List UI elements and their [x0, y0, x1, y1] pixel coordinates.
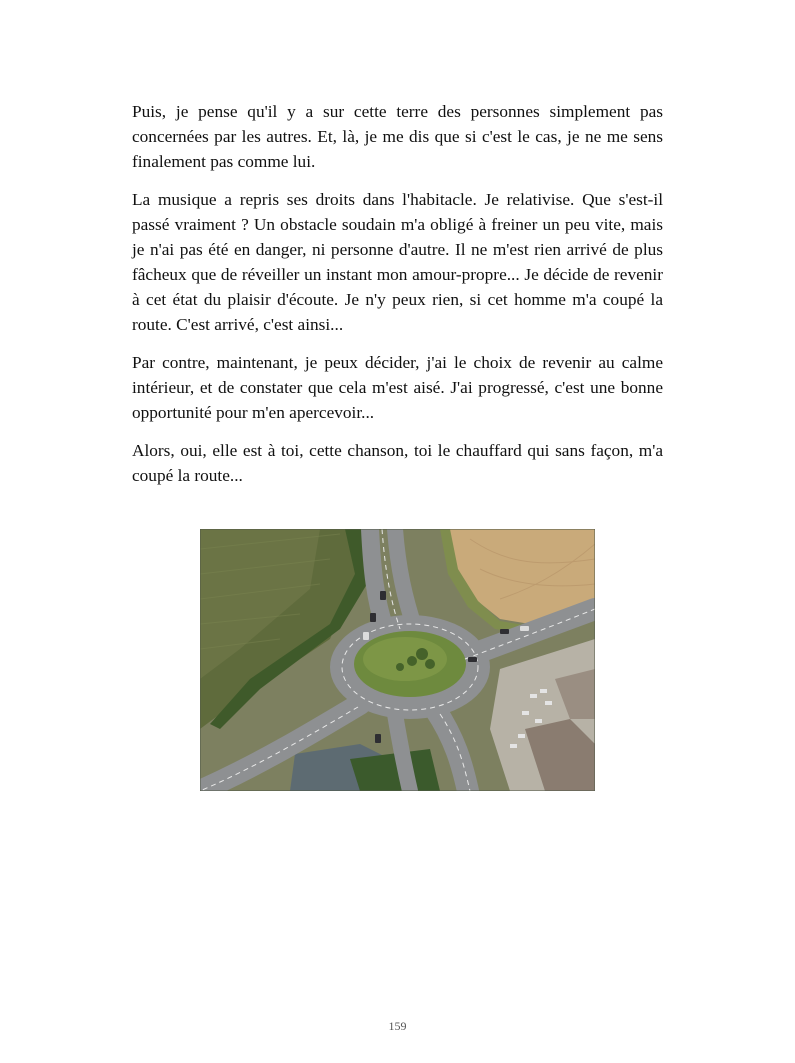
page-number: 159 — [388, 1019, 407, 1033]
paragraph-2: La musique a repris ses droits dans l'habitacle. Je relativise. Que s'est-il passé vraiment ? Un obstacle soudain m'a obligé à freiner un peu vite, mais je n'ai pas été en danger, ni personne d'autre. Il ne m'est rien arrivé de plus fâcheux que de réveiller un instant mon amour-propre... Je décide de revenir à cet état du plaisir d'écoute. Je n'y peux rien, si cet homme m'a coupé la route. C'est arrivé, c'est ainsi... — [132, 190, 663, 334]
paragraph-1: Puis, je pense qu'il y a sur cette terre des personnes simplement pas concernées par les autres. Et, là, je me dis que si c'est le cas, je ne me sens finalement pas comme lui. — [132, 102, 663, 171]
body-text — [132, 99, 663, 501]
roundabout-aerial-photo — [200, 529, 595, 791]
roundabout-illustration — [200, 529, 595, 791]
paragraph-4: Alors, oui, elle est à toi, cette chanson, toi le chauffard qui sans façon, m'a coupé la route... — [132, 441, 663, 485]
paragraph-3: Par contre, maintenant, je peux décider, j'ai le choix de revenir au calme intérieur, et de constater que cela m'est aisé. J'ai progressé, c'est une bonne opportunité pour m'en apercevoir... — [132, 353, 663, 422]
